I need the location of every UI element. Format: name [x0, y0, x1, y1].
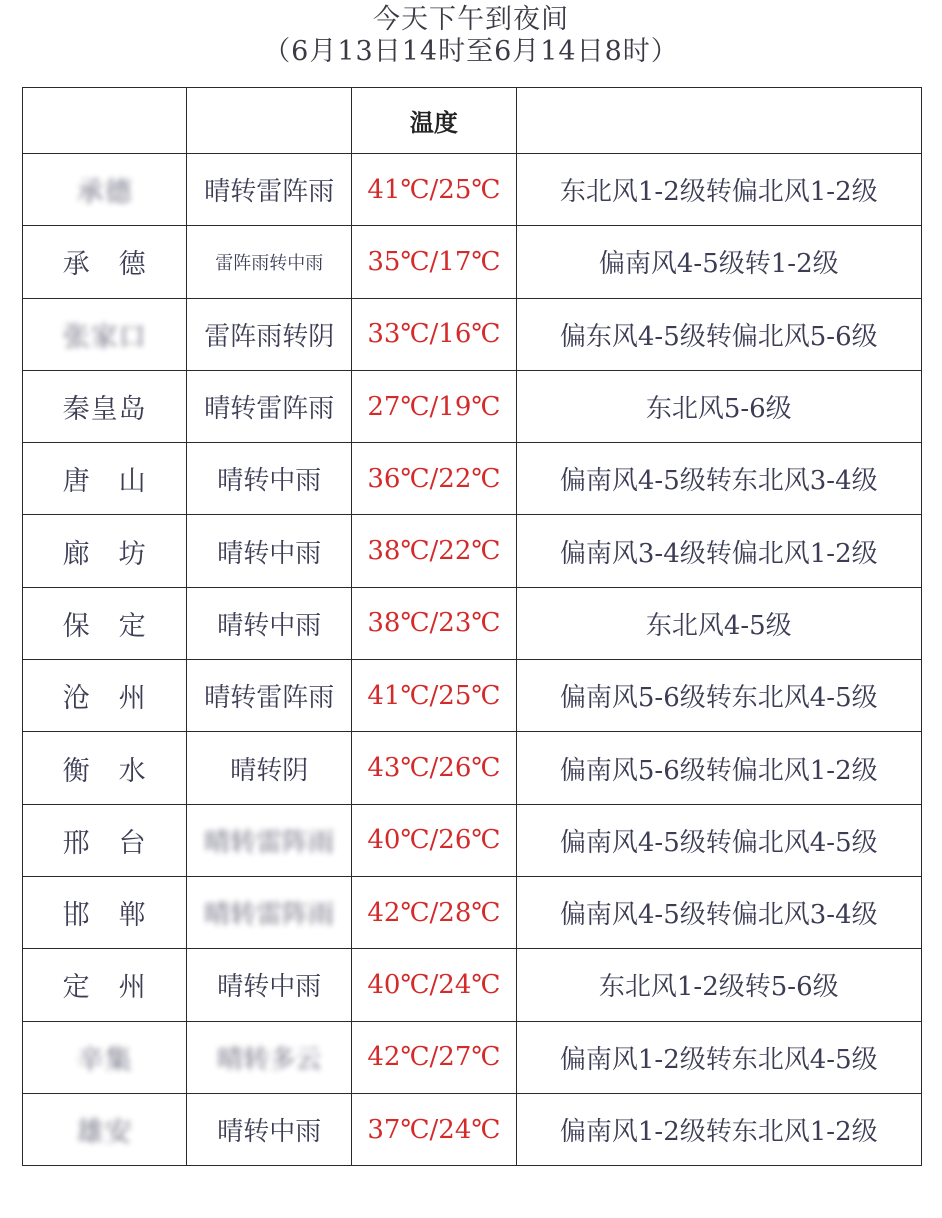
weather-cell-text: 晴转雷阵雨	[204, 683, 335, 714]
weather-cell-text: 晴转雷阵雨	[204, 827, 335, 858]
weather-cell	[187, 732, 352, 804]
temperature-cell-text: 38℃/23℃	[367, 608, 501, 639]
table-header-row	[23, 88, 922, 154]
temperature-cell-text: 40℃/26℃	[367, 825, 501, 856]
weather-cell-text: 晴转雷阵雨	[204, 900, 335, 931]
wind-cell	[516, 804, 921, 876]
temperature-cell-text: 41℃/25℃	[367, 680, 501, 711]
wind-cell	[516, 732, 921, 804]
weather-cell-text: 晴转中雨	[217, 466, 322, 497]
weather-cell-text: 晴转阴	[230, 755, 309, 786]
table-row	[23, 804, 922, 876]
city-cell-text: 承德	[76, 177, 133, 209]
wind-cell	[516, 515, 921, 587]
wind-cell	[516, 226, 921, 298]
city-cell	[23, 443, 187, 515]
weather-cell	[187, 660, 352, 732]
temperature-cell	[352, 587, 516, 659]
table-row	[23, 876, 922, 948]
header-wind	[516, 88, 921, 154]
city-cell	[23, 515, 187, 587]
forecast-body	[23, 154, 922, 1166]
table-row	[23, 515, 922, 587]
weather-cell	[187, 1021, 352, 1093]
wind-cell-text: 东北风1-2级转偏北风1-2级	[559, 177, 878, 208]
wind-cell	[516, 660, 921, 732]
temperature-cell-text: 27℃/19℃	[367, 391, 501, 422]
temperature-cell-text: 36℃/22℃	[367, 463, 501, 494]
city-cell-text: 承 德	[62, 249, 147, 281]
forecast-table	[22, 87, 922, 1166]
city-cell	[23, 732, 187, 804]
city-cell-text: 衡 水	[62, 755, 147, 787]
weather-cell-text: 雷阵雨转阴	[204, 321, 335, 352]
wind-cell-text: 东北风1-2级转5-6级	[598, 972, 839, 1003]
weather-cell-text: 晴转多云	[217, 1044, 322, 1075]
weather-cell-text: 晴转雷阵雨	[204, 394, 335, 425]
city-cell-text: 邯 郸	[62, 900, 147, 932]
weather-cell-text: 雷阵雨转中雨	[215, 252, 324, 274]
temperature-cell	[352, 732, 516, 804]
table-row	[23, 660, 922, 732]
temperature-cell-text: 37℃/24℃	[367, 1114, 501, 1145]
city-cell-text: 邢 台	[62, 827, 147, 859]
table-row	[23, 1021, 922, 1093]
temperature-cell	[352, 370, 516, 442]
city-cell-text: 廊 坊	[62, 538, 147, 570]
wind-cell-text: 偏南风5-6级转东北风4-5级	[559, 683, 878, 714]
table-row	[23, 1093, 922, 1165]
wind-cell	[516, 587, 921, 659]
wind-cell-text: 东北风4-5级	[645, 610, 792, 641]
city-cell-text: 秦皇岛	[62, 394, 147, 426]
table-row	[23, 298, 922, 370]
wind-cell	[516, 1021, 921, 1093]
city-cell	[23, 1093, 187, 1165]
weather-cell	[187, 949, 352, 1021]
wind-cell-text: 偏南风4-5级转东北风3-4级	[559, 466, 878, 497]
weather-cell	[187, 226, 352, 298]
weather-cell-text: 晴转中雨	[217, 972, 322, 1003]
wind-cell-text: 偏南风1-2级转东北风1-2级	[559, 1117, 878, 1147]
weather-cell-text: 晴转中雨	[217, 610, 322, 641]
temperature-cell	[352, 154, 516, 226]
table-row	[23, 154, 922, 226]
table-row	[23, 226, 922, 298]
wind-cell-text: 偏南风4-5级转1-2级	[598, 249, 839, 280]
temperature-cell	[352, 298, 516, 370]
temperature-cell	[352, 949, 516, 1021]
city-cell-text: 唐 山	[62, 466, 147, 498]
weather-cell	[187, 515, 352, 587]
weather-cell	[187, 1093, 352, 1165]
wind-cell	[516, 298, 921, 370]
header-weather	[187, 88, 352, 154]
city-cell	[23, 154, 187, 226]
wind-cell	[516, 370, 921, 442]
temperature-cell-text: 33℃/16℃	[367, 319, 501, 350]
city-cell	[23, 804, 187, 876]
temperature-cell	[352, 1093, 516, 1165]
title-line-2: （6月13日14时至6月14日8时）	[263, 36, 679, 67]
city-cell-text: 保 定	[62, 610, 147, 642]
temperature-cell-text: 42℃/28℃	[367, 897, 501, 928]
city-cell-text: 辛集	[76, 1044, 133, 1076]
wind-cell	[516, 876, 921, 948]
city-cell	[23, 370, 187, 442]
city-cell-text: 张家口	[62, 321, 147, 353]
temperature-cell-text: 35℃/17℃	[367, 246, 501, 277]
city-cell	[23, 660, 187, 732]
page-title	[0, 4, 942, 68]
header-temperature: 温度	[352, 88, 516, 154]
temperature-cell	[352, 876, 516, 948]
city-cell	[23, 949, 187, 1021]
city-cell-text: 定 州	[62, 972, 147, 1004]
temperature-cell	[352, 443, 516, 515]
weather-cell	[187, 587, 352, 659]
table-row	[23, 587, 922, 659]
weather-cell	[187, 298, 352, 370]
city-cell	[23, 226, 187, 298]
weather-cell	[187, 443, 352, 515]
temperature-cell-text: 41℃/25℃	[367, 174, 501, 205]
weather-cell-text: 晴转雷阵雨	[204, 177, 335, 208]
temperature-cell	[352, 1021, 516, 1093]
title-line-1: 今天下午到夜间	[373, 4, 569, 35]
weather-cell	[187, 154, 352, 226]
city-cell	[23, 298, 187, 370]
weather-cell	[187, 370, 352, 442]
temperature-cell	[352, 660, 516, 732]
weather-cell-text: 晴转中雨	[217, 1117, 322, 1147]
wind-cell	[516, 1093, 921, 1165]
wind-cell-text: 偏东风4-5级转偏北风5-6级	[559, 321, 878, 352]
temperature-cell-text: 43℃/26℃	[367, 753, 501, 784]
wind-cell-text: 偏南风3-4级转偏北风1-2级	[559, 538, 878, 569]
table-row	[23, 732, 922, 804]
wind-cell	[516, 154, 921, 226]
table-row	[23, 370, 922, 442]
city-cell-text: 沧 州	[62, 683, 147, 715]
wind-cell	[516, 443, 921, 515]
city-cell	[23, 876, 187, 948]
wind-cell-text: 偏南风4-5级转偏北风4-5级	[559, 827, 878, 858]
weather-cell-text: 晴转中雨	[217, 538, 322, 569]
weather-cell	[187, 876, 352, 948]
temperature-cell-text: 40℃/24℃	[367, 969, 501, 1000]
temperature-cell-text: 42℃/27℃	[367, 1042, 501, 1073]
temperature-cell	[352, 515, 516, 587]
weather-cell	[187, 804, 352, 876]
city-cell	[23, 587, 187, 659]
temperature-cell	[352, 226, 516, 298]
wind-cell-text: 偏南风5-6级转偏北风1-2级	[559, 755, 878, 786]
table-row	[23, 949, 922, 1021]
table-row	[23, 443, 922, 515]
city-cell-text: 雄安	[76, 1117, 133, 1148]
wind-cell-text: 偏南风1-2级转东北风4-5级	[559, 1044, 878, 1075]
wind-cell-text: 偏南风4-5级转偏北风3-4级	[559, 900, 878, 931]
wind-cell-text: 东北风5-6级	[645, 394, 792, 425]
temperature-cell	[352, 804, 516, 876]
city-cell	[23, 1021, 187, 1093]
header-city	[23, 88, 187, 154]
wind-cell	[516, 949, 921, 1021]
temperature-cell-text: 38℃/22℃	[367, 536, 501, 567]
